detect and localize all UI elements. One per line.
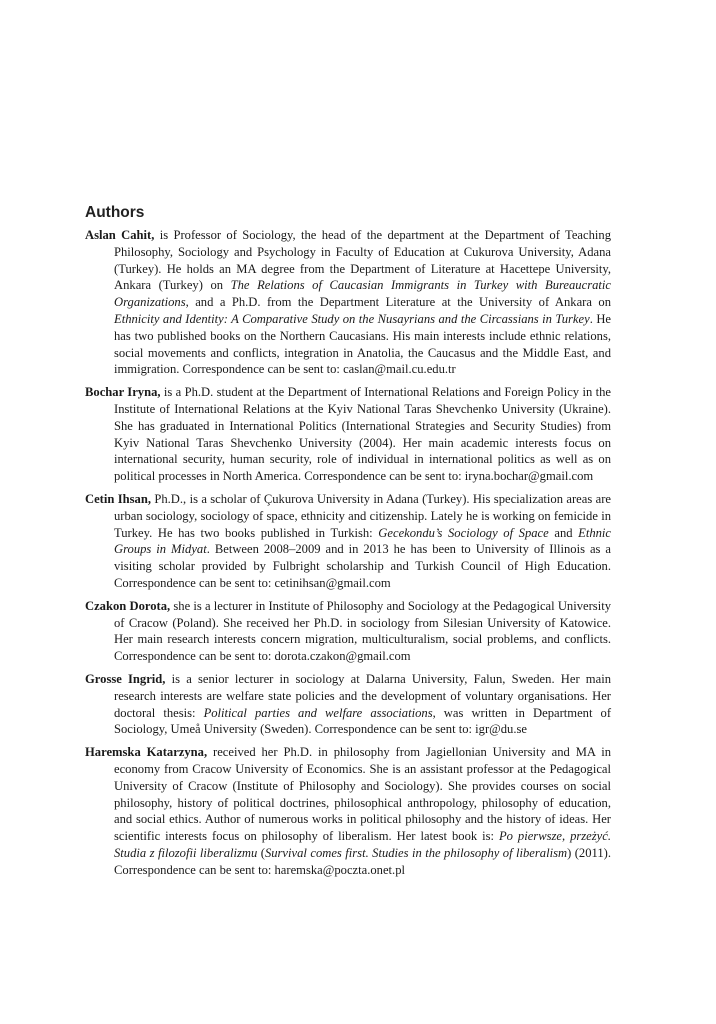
bio-text: ( [257, 845, 265, 860]
bio-title-italic: Political parties and welfare associations [203, 705, 433, 720]
document-page [85, 204, 611, 884]
bio-text: . Between 2008–2009 and in 2013 he has been to University of Illinois as a visiting scholar provided by Fulbright scholarship and Turkish Council of High Education. Correspondence can be sent to: cetinihsan@gmail.com [114, 542, 611, 590]
author-entry [85, 384, 611, 485]
bio-text: and [548, 525, 579, 540]
author-name: Bochar Iryna, [85, 385, 161, 400]
author-entry [85, 671, 611, 738]
bio-text: . He has two published books on the Northern Caucasians. His main interests include ethnic relations, social movements and conflicts, integration in Anatolia, the Caucasus and the Middle East, and immigration. Correspondence can be sent to: caslan@mail.cu.edu.tr [114, 311, 611, 377]
author-entry [85, 744, 611, 878]
bio-text: Ph.D., is a scholar of Çukurova University in Adana (Turkey). His specialization areas are urban sociology, sociology of space, ethnicity and citizenship. Lately he is working on femicide in Turkey. He has two books published in Turkish: [114, 491, 611, 540]
bio-text: she is a lecturer in Institute of Philosophy and Sociology at the Pedagogical University of Cracow (Poland). She received her Ph.D. in sociology from Silesian University of Katowice. Her main research interests concern migration, multiculturalism, social problems, and conflicts. Correspondence can be sent to: dorota.czakon@gmail.com [114, 598, 611, 664]
bio-title-italic: Ethnic Groups in Midyat [114, 525, 612, 557]
bio-text: is a Ph.D. student at the Department of International Relations and Foreign Policy in the Institute of International Relations at the Kyiv National Taras Shevchenko University (Ukraine). She has graduated in International Politics (International Strategies and Security Studies) from Kyiv National Taras Shevchenko University (2004). Her main academic interests focus on international security, human security, role of individual in international politics as well as on political processes in North America. Correspondence can be sent to: iryna.bochar@gmail.com [114, 385, 611, 484]
bio-title-italic: The Relations of Caucasian Immigrants in Turkey with Bureaucratic Organizations [114, 278, 611, 310]
author-name: Cetin Ihsan, [85, 491, 151, 506]
author-entry [85, 491, 611, 592]
bio-text: , and a Ph.D. from the Department Literature at the University of Ankara on [185, 295, 611, 310]
author-name: Grosse Ingrid, [85, 671, 166, 686]
author-entry [85, 227, 611, 378]
section-title: Authors [85, 204, 145, 221]
bio-text: is Professor of Sociology, the head of the department at the Department of Teaching Philosophy, Sociology and Psychology in Faculty of Education at Cukurova University, Adana (Turkey). He holds an MA degree from the Department of Literature at Hacettepe University, Ankara (Turkey) on [114, 228, 611, 293]
bio-text: , was written in Department of Sociology, Umeå University (Sweden). Correspondence can be sent to: igr@du.se [114, 705, 612, 737]
bio-title-italic: Ethnicity and Identity: A Comparative Study on the Nusayrians and the Circassians in Turkey [114, 311, 590, 326]
bio-title-italic: Gecekondu’s Sociology of Space [378, 525, 549, 540]
author-name: Aslan Cahit, [85, 228, 155, 242]
bio-title-italic: Po pierwsze, przeżyć. Studia z filozofii liberalizmu [114, 829, 612, 860]
bio-text: received her Ph.D. in philosophy from Jagiellonian University and MA in economy from Cracow University of Economics. She is an assistant professor at the Pedagogical University of Cracow (Institute of Philosophy and Sociology). She provides courses on social philosophy, history of political doctrines, philosophical anthropology, philosophy of education, and social ethics. Author of numerous works in political philosophy and the history of ideas. Her scientific interests focus on philosophy of liberalism. Her latest book is: [114, 745, 611, 844]
author-entry [85, 598, 611, 665]
bio-text: ) (2011). Correspondence can be sent to: haremska@poczta.onet.pl [114, 845, 611, 877]
author-name: Czakon Dorota, [85, 598, 171, 613]
author-name: Haremska Katarzyna, [85, 745, 208, 760]
bio-text: is a senior lecturer in sociology at Dalarna University, Falun, Sweden. Her main research interests are welfare state policies and the development of voluntary organisations. Her doctoral thesis: [114, 671, 611, 720]
bio-title-italic: Survival comes first. Studies in the philosophy of liberalism [264, 845, 568, 860]
